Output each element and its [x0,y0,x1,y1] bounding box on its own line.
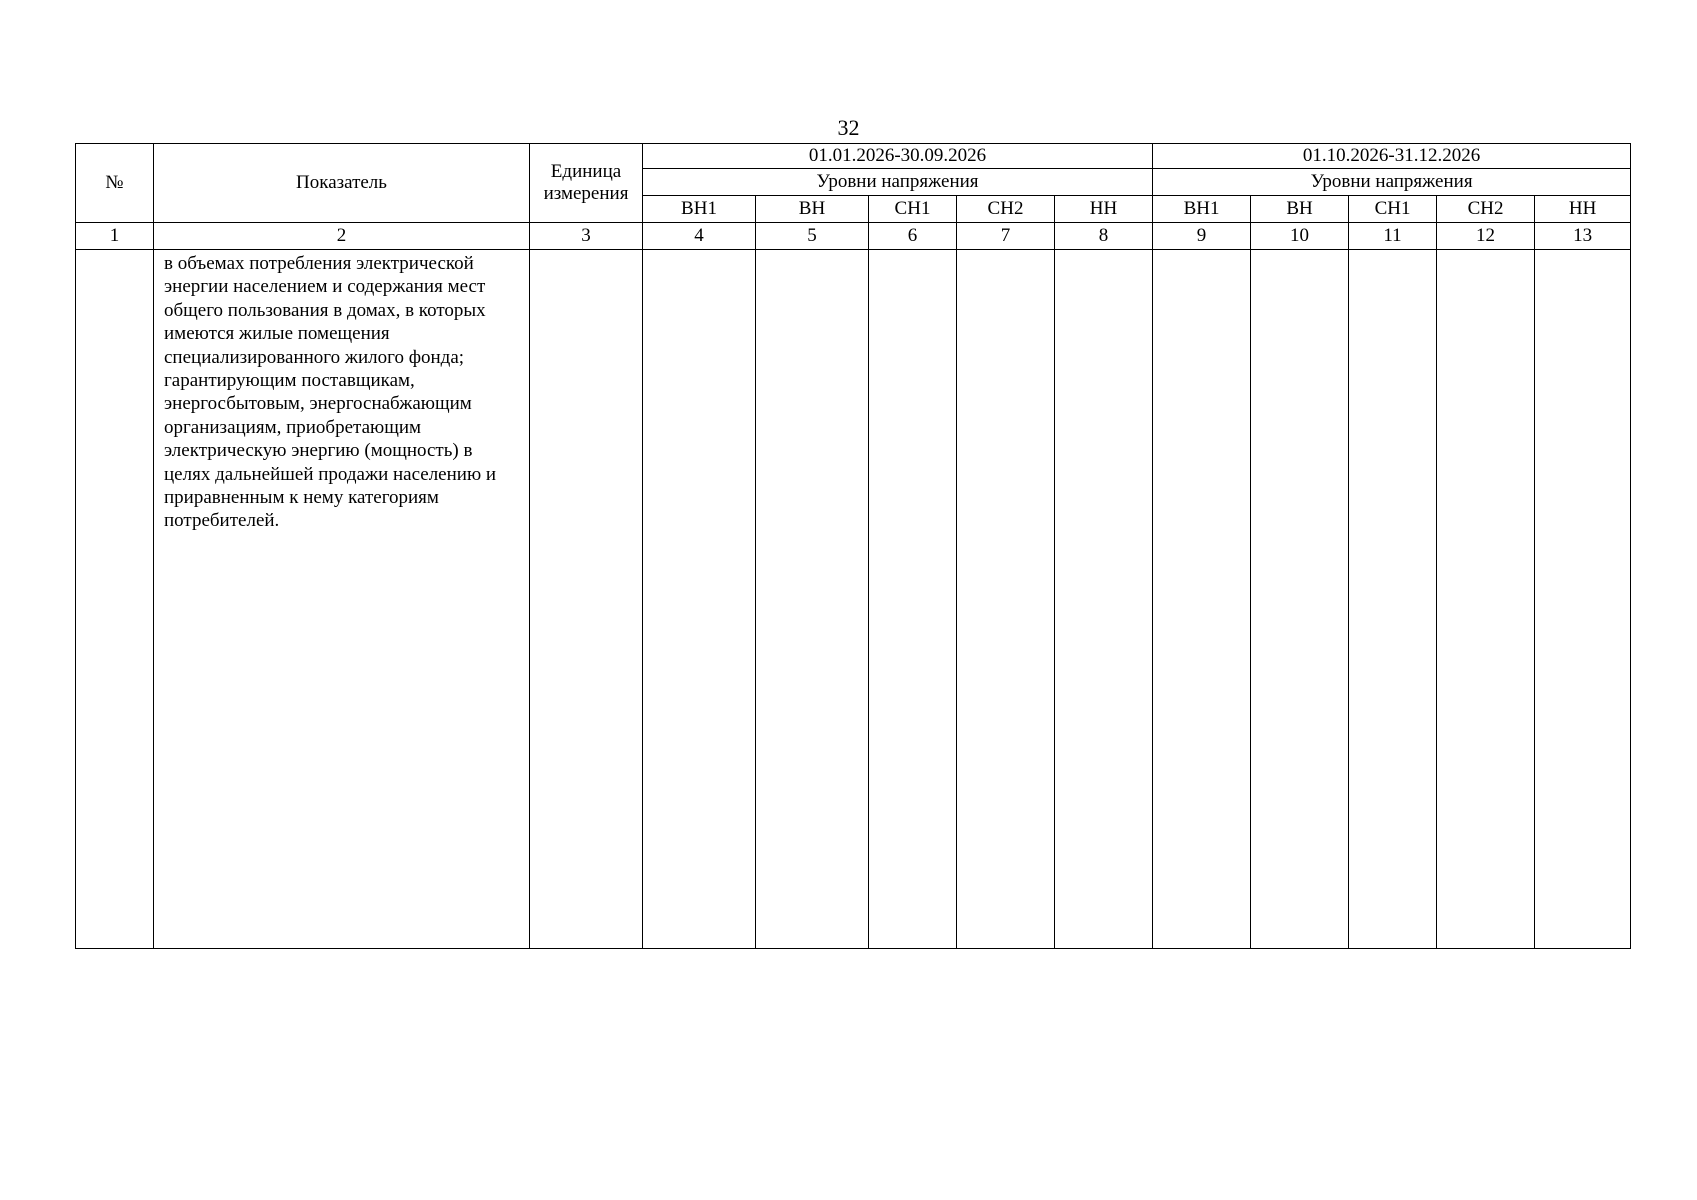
header-voltage-levels-2: Уровни напряжения [1153,169,1631,196]
column-number: 13 [1535,223,1631,250]
header-unit: Единица измерения [530,144,643,223]
level-p1-sn2: СН2 [957,196,1055,223]
column-number: 5 [756,223,869,250]
row-value-p2-nn [1535,250,1631,949]
column-number: 10 [1251,223,1349,250]
row-value-p1-vn [756,250,869,949]
header-period-1: 01.01.2026-30.09.2026 [643,144,1153,169]
header-row-periods [76,144,1631,169]
level-p1-nn: НН [1055,196,1153,223]
row-value-p2-sn1 [1349,250,1437,949]
column-number: 6 [869,223,957,250]
column-number: 3 [530,223,643,250]
header-no: № [76,144,154,223]
page-number: 32 [837,115,860,140]
level-p1-sn1: СН1 [869,196,957,223]
tariff-table [75,143,1631,949]
column-number: 4 [643,223,756,250]
row-value-p2-vn [1251,250,1349,949]
row-indicator-text: в объемах потребления электрической энергии населением и содержания мест общего пользования в домах, в которых имеются жилые помещения специализированного жилого фонда; гарантирующим поставщикам, энергосбытовым, энергоснабжающим организациям, приобретающим электрическую энергию (мощность) в целях дальнейшей продажи населению и приравненным к нему категориям потребителей. [154,250,530,949]
row-value-p2-vn1 [1153,250,1251,949]
header-voltage-levels-1: Уровни напряжения [643,169,1153,196]
level-p2-nn: НН [1535,196,1631,223]
level-p2-vn1: ВН1 [1153,196,1251,223]
row-value-p1-vn1 [643,250,756,949]
column-number: 7 [957,223,1055,250]
table-row [76,250,1631,949]
column-number: 11 [1349,223,1437,250]
row-value-p1-sn2 [957,250,1055,949]
row-value-p2-sn2 [1437,250,1535,949]
level-p2-sn1: СН1 [1349,196,1437,223]
column-number: 12 [1437,223,1535,250]
row-no [76,250,154,949]
header-period-2: 01.10.2026-31.12.2026 [1153,144,1631,169]
column-number: 1 [76,223,154,250]
row-value-p1-sn1 [869,250,957,949]
row-value-p1-nn [1055,250,1153,949]
row-unit [530,250,643,949]
level-p1-vn1: ВН1 [643,196,756,223]
column-number: 8 [1055,223,1153,250]
header-indicator: Показатель [154,144,530,223]
level-p2-vn: ВН [1251,196,1349,223]
level-p1-vn: ВН [756,196,869,223]
column-number: 2 [154,223,530,250]
column-numbers-row [76,223,1631,250]
level-p2-sn2: СН2 [1437,196,1535,223]
column-number: 9 [1153,223,1251,250]
